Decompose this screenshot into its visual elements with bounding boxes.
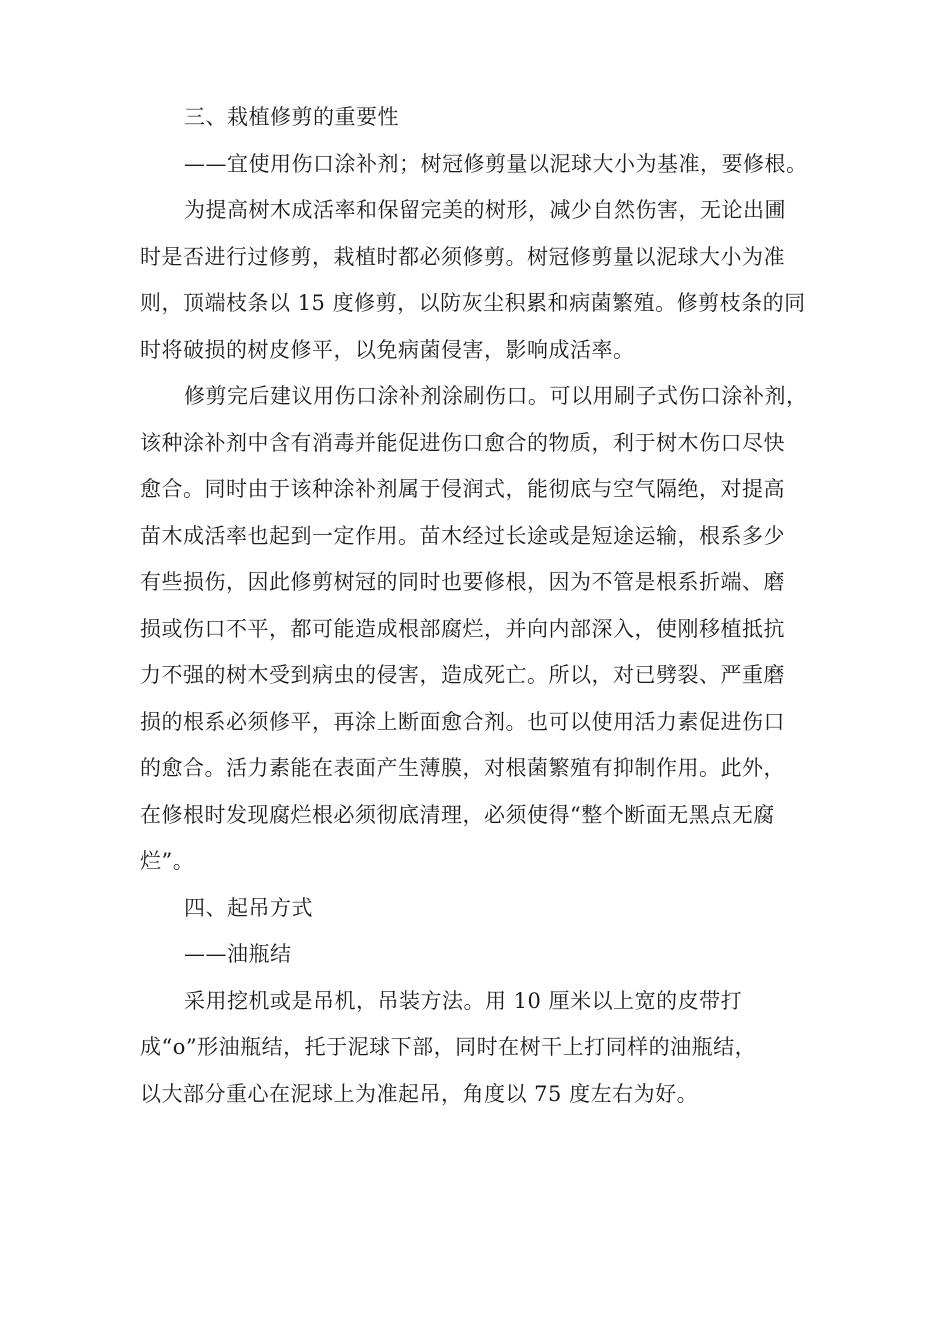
section-3-para2-line: 该种涂补剂中含有消毒并能促进伤口愈合的物质，利于树木伤口尽快: [140, 430, 785, 455]
section-3-para2-line: 的愈合。活力素能在表面产生薄膜，对根菌繁殖有抑制作用。此外，: [140, 756, 785, 780]
section-3-para2-line: 愈合。同时由于该种涂补剂属于侵润式，能彻底与空气隔绝，对提高: [140, 477, 785, 501]
section-3-para1-line: 则，顶端枝条以 15 度修剪，以防灰尘积累和病菌繁殖。修剪枝条的同: [140, 291, 806, 315]
section-3-para2-line: 损或伤口不平，都可能造成根部腐烂，并向内部深入，使刚移植抵抗: [140, 616, 785, 641]
section-4-para1-line: 采用挖机或是吊机，吊装方法。用 10 厘米以上宽的皮带打: [184, 988, 743, 1013]
section-3-para2-line: 损的根系必须修平，再涂上断面愈合剂。也可以使用活力素促进伤口: [140, 709, 785, 734]
section-4-para1-line: 以大部分重心在泥球上为准起吊，角度以 75 度左右为好。: [140, 1081, 699, 1106]
section-3-para2-line: 有些损伤，因此修剪树冠的同时也要修根，因为不管是根系折端、磨: [140, 570, 785, 594]
section-3-para1-line: 时是否进行过修剪，栽植时都必须修剪。树冠修剪量以泥球大小为准: [140, 244, 785, 269]
section-3-subtitle: ——宜使用伤口涂补剂；树冠修剪量以泥球大小为基准，要修根。: [184, 151, 808, 176]
section-3-para1-line: 为提高树木成活率和保留完美的树形，减少自然伤害，无论出圃: [184, 198, 786, 222]
section-4-subtitle: ——油瓶结: [184, 942, 292, 966]
section-3-heading: 三、栽植修剪的重要性: [184, 105, 399, 129]
section-3-para2-line: 烂”。: [140, 849, 195, 873]
section-4-para1-line: 成“o”形油瓶结，托于泥球下部，同时在树干上打同样的油瓶结，: [140, 1035, 757, 1059]
section-4-heading: 四、起吊方式: [184, 895, 313, 920]
section-3: [140, 94, 820, 1117]
section-3-para2-line: 苗木成活率也起到一定作用。苗木经过长途或是短途运输，根系多少: [140, 523, 785, 548]
section-3-para2-line: 在修根时发现腐烂根必须彻底清理，必须使得“整个断面无黑点无腐: [140, 802, 775, 827]
section-3-para2-line: 力不强的树木受到病虫的侵害，造成死亡。所以，对已劈裂、严重磨: [140, 663, 785, 687]
section-3-para2-line: 修剪完后建议用伤口涂补剂涂刷伤口。可以用刷子式伤口涂补剂，: [184, 384, 808, 408]
section-3-para1-line: 时将破损的树皮修平，以免病菌侵害，影响成活率。: [140, 337, 635, 362]
